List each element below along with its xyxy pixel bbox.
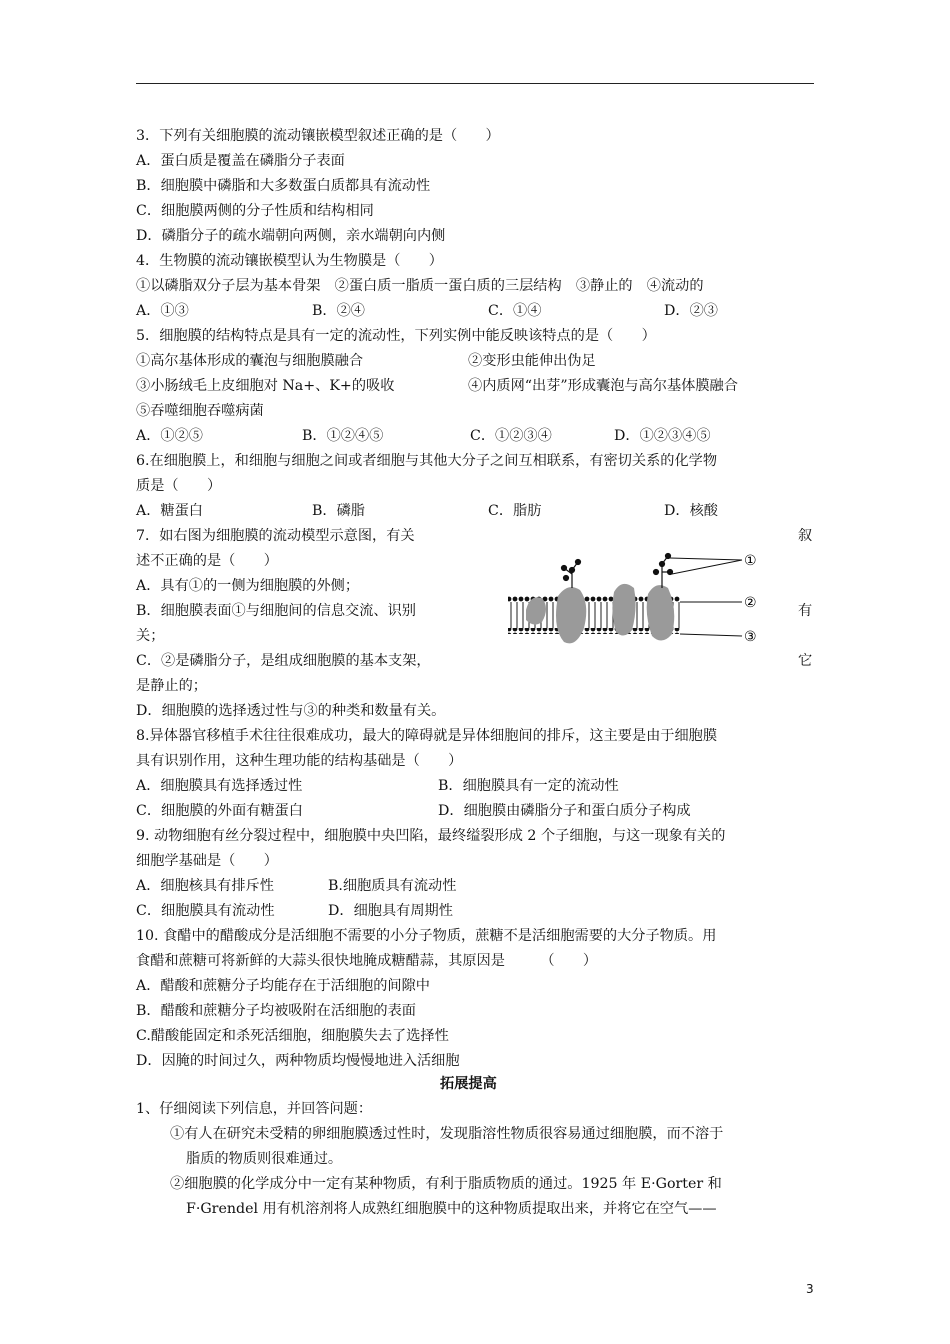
q5-option-a: A．①②⑤ — [136, 428, 203, 444]
q7-stem-line1: 7．如右图为细胞膜的流动模型示意图，有关 — [136, 528, 415, 544]
q4-option-c: C．①④ — [488, 303, 542, 319]
q10-option-b: B．醋酸和蔗糖分子均被吸附在活细胞的表面 — [136, 1003, 416, 1019]
q3-option-d: D．磷脂分子的疏水端朝向两侧，亲水端朝向内侧 — [136, 228, 446, 244]
label-3: ③ — [744, 629, 757, 645]
q7-option-b-line2: 关； — [136, 628, 165, 644]
q5-option-c: C．①②③④ — [470, 428, 552, 444]
q7-stem-line1-end: 叙 — [798, 528, 813, 544]
q10-stem-line1: 10. 食醋中的醋酸成分是活细胞不需要的小分子物质，蔗糖不是活细胞需要的大分子物质。用 — [136, 928, 717, 944]
extension-p2-line1: ②细胞膜的化学成分中一定有某种物质，有利于脂质物质的通过。1925 年 E·Gorter 和 — [170, 1176, 722, 1192]
q6-option-d: D．核酸 — [664, 503, 718, 519]
cell-membrane-diagram — [506, 548, 776, 648]
q8-option-d: D．细胞膜由磷脂分子和蛋白质分子构成 — [438, 803, 691, 819]
section-title: 拓展提高 — [440, 1076, 497, 1092]
label-leader-lines — [670, 558, 742, 636]
q9-option-d: D．细胞具有周期性 — [328, 903, 453, 919]
extension-p2-line2: F·Grendel 用有机溶剂将人成熟红细胞膜中的这种物质提取出来，并将它在空气—— — [186, 1201, 717, 1217]
extension-p1-line2: 脂质的物质则很难通过。 — [186, 1151, 343, 1167]
q10-stem-line2: 食醋和蔗糖可将新鲜的大蒜头很快地腌成糖醋蒜，其原因是 （ ） — [136, 953, 598, 969]
extension-q1: 1、仔细阅读下列信息，并回答问题： — [136, 1101, 373, 1117]
membrane-proteins — [526, 584, 674, 644]
q5-stem: 5．细胞膜的结构特点是具有一定的流动性，下列实例中能反映该特点的是（ ） — [136, 328, 656, 344]
extension-p1-line1: ①有人在研究未受精的卵细胞膜透过性时，发现脂溶性物质很容易通过细胞膜，而不溶于 — [170, 1126, 724, 1142]
q6-option-c: C．脂肪 — [488, 503, 542, 519]
q8-option-a: A．细胞膜具有选择透过性 — [136, 778, 303, 794]
q5-option-b: B．①②④⑤ — [302, 428, 384, 444]
q10-option-a: A．醋酸和蔗糖分子均能存在于活细胞的间隙中 — [136, 978, 430, 994]
q7-option-c-line1: C．②是磷脂分子，是组成细胞膜的基本支架， — [136, 653, 431, 669]
q5-item-2: ②变形虫能伸出伪足 — [468, 353, 596, 369]
q10-option-c: C.醋酸能固定和杀死活细胞，细胞膜失去了选择性 — [136, 1028, 449, 1044]
q4-option-b: B．②④ — [312, 303, 365, 319]
q5-item-4: ④内质网“出芽”形成囊泡与高尔基体膜融合 — [468, 378, 738, 394]
q6-stem-line1: 6.在细胞膜上，和细胞与细胞之间或者细胞与其他大分子之间互相联系，有密切关系的化学物 — [136, 453, 718, 469]
q7-option-a: A．具有①的一侧为细胞膜的外侧； — [136, 578, 360, 594]
header-rule — [136, 83, 814, 84]
q7-option-b-line1: B．细胞膜表面①与细胞间的信息交流、识别 — [136, 603, 416, 619]
q4-option-a: A．①③ — [136, 303, 189, 319]
q3-stem: 3．下列有关细胞膜的流动镶嵌模型叙述正确的是（ ） — [136, 128, 500, 144]
q4-items: ①以磷脂双分子层为基本骨架 ②蛋白质一脂质一蛋白质的三层结构 ③静止的 ④流动的 — [136, 278, 704, 294]
glycoprotein-chains — [562, 554, 673, 589]
q7-option-d: D．细胞膜的选择透过性与③的种类和数量有关。 — [136, 703, 446, 719]
q3-option-c: C．细胞膜两侧的分子性质和结构相同 — [136, 203, 374, 219]
q4-stem: 4．生物膜的流动镶嵌模型认为生物膜是（ ） — [136, 253, 443, 269]
q6-option-b: B．磷脂 — [312, 503, 365, 519]
q9-option-c: C．细胞膜具有流动性 — [136, 903, 275, 919]
q9-stem-line2: 细胞学基础是（ ） — [136, 853, 278, 869]
q7-option-b-line1-end: 有 — [798, 603, 813, 619]
q9-option-a: A．细胞核具有排斥性 — [136, 878, 274, 894]
q8-stem-line1: 8.异体器官移植手术往往很难成功，最大的障碍就是异体细胞间的排斥，这主要是由于细胞膜 — [136, 728, 718, 744]
q9-option-b: B.细胞质具有流动性 — [328, 878, 457, 894]
q5-item-1: ①高尔基体形成的囊泡与细胞膜融合 — [136, 353, 364, 369]
q7-option-c-line1-end: 它 — [798, 653, 813, 669]
q4-option-d: D．②③ — [664, 303, 718, 319]
label-1: ① — [744, 553, 757, 569]
q6-option-a: A．糖蛋白 — [136, 503, 203, 519]
q3-option-a: A．蛋白质是覆盖在磷脂分子表面 — [136, 153, 345, 169]
q3-option-b: B．细胞膜中磷脂和大多数蛋白质都具有流动性 — [136, 178, 431, 194]
q8-option-c: C．细胞膜的外面有糖蛋白 — [136, 803, 303, 819]
q8-stem-line2: 具有识别作用，这种生理功能的结构基础是（ ） — [136, 753, 463, 769]
q5-item-5: ⑤吞噬细胞吞噬病菌 — [136, 403, 264, 419]
q10-option-d: D．因腌的时间过久，两种物质均慢慢地进入活细胞 — [136, 1053, 460, 1069]
q7-stem-line2: 述不正确的是（ ） — [136, 553, 278, 569]
q9-stem-line1: 9. 动物细胞有丝分裂过程中，细胞膜中央凹陷，最终缢裂形成 2 个子细胞，与这一现象有关的 — [136, 828, 726, 844]
label-2: ② — [744, 595, 757, 611]
q7-option-c-line2: 是静止的； — [136, 678, 207, 694]
q6-stem-line2: 质是（ ） — [136, 478, 222, 494]
q5-option-d: D．①②③④⑤ — [614, 428, 711, 444]
page-number: 3 — [806, 1282, 814, 1296]
q5-item-3: ③小肠绒毛上皮细胞对 Na+、K+的吸收 — [136, 378, 395, 394]
q8-option-b: B．细胞膜具有一定的流动性 — [438, 778, 619, 794]
